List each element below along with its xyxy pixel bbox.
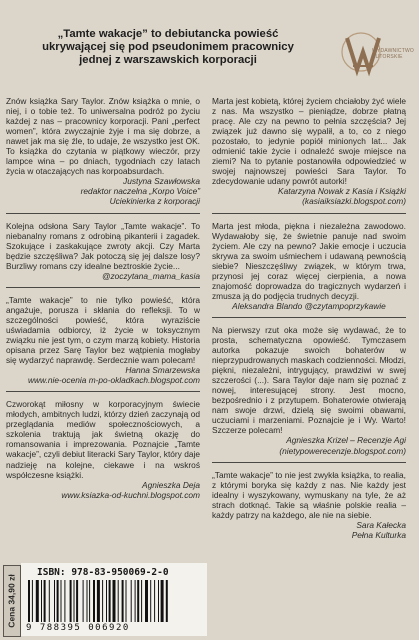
- barcode-bar: [113, 580, 116, 622]
- headline-line: „Tamte wakacje” to debiutancka powieść: [57, 28, 279, 40]
- barcode-bar: [54, 580, 55, 622]
- review-text: Na pierwszy rzut oka może się wydawać, że to prosta, schematyczna opowieść. Tymczasem autorka pokazuje swoich bohaterów w nieprzypudrowanych maskach codzienności. Młodzi, piękni, niezależni, intrygujący, prawdziwi w swej szczerości (...). Sara Taylor daje nam się poznać z nowej, interesującej strony. Jest mocno, bezpośrednio i z przytupem. Bohaterowie otwierają nam swoje drzwi, dzielą się swoimi obawami, uczuciami i marzeniami. Poznajcie je i Wy. Warto! Szczerze polecam!: [212, 324, 406, 436]
- barcode-bar: [83, 580, 84, 622]
- divider: [212, 213, 406, 214]
- review-block: [6, 295, 200, 385]
- review-signature: Justyna Szawłowska: [123, 176, 200, 187]
- review-signature: (kasiaiksiazki.blogspot.com): [302, 196, 406, 207]
- publisher-logo-text: WYDAWNICTWO AUTORSKIE: [372, 48, 415, 60]
- review-text: Znów książka Sary Taylor. Znów książka o mnie, o niej, i o tobie też. To uniwersalna podróż po życiu każdej z nas – pracownicy korporacji. Pani „perfect women”, która zwyczajnie żyje i ma się dobrze, a nawet jak ma się źle, to udaje, że wszystko jest OK. To książka do czytania w piątkowy wieczór, przy lampce wina – po dniach, tygodniach czy latach życia w otaczających nas korpoabsurdach.: [6, 96, 200, 177]
- review-signature: Pełna Kulturka: [351, 529, 406, 540]
- reviews-left-column: [6, 96, 200, 500]
- review-text: Marta jest kobietą, której życiem chciałoby żyć wiele z nas. Ma wszystko – pieniądze, dobrze płatną pracę. Ale czy na pewno to pełnia szczęścia? Jej związek już dawno się wypalił, a to, co z niego pozostało, to jedynie popiół minionych lat... Jak odmienić takie życie i odnaleźć swoje miejsce na ziemi? Na to pytanie postanowiła odpowiedzieć w swojej najnowszej powieści Sara Taylor. To zdecydowanie udany powrót autorki!: [212, 96, 406, 187]
- barcode-bar: [28, 580, 30, 622]
- review-signature: Agnieszka Deja: [142, 479, 200, 490]
- barcode-bar: [89, 580, 90, 622]
- barcode-bar: [126, 580, 127, 622]
- barcode-bar: [154, 580, 155, 622]
- isbn-label: ISBN: 978-83-950069-2-0: [37, 567, 169, 578]
- review-block: [6, 399, 200, 499]
- barcode-bar: [158, 580, 159, 622]
- review-signature: Aleksandra Blando @czytampoprzykawie: [232, 300, 386, 311]
- barcode-bar: [64, 580, 65, 622]
- price-tag: [3, 565, 21, 637]
- barcode-bar: [36, 580, 39, 622]
- barcode-bar: [122, 580, 124, 622]
- barcode-bar: [102, 580, 103, 622]
- barcode-bar: [74, 580, 75, 622]
- barcode-bar: [135, 580, 136, 622]
- review-signature: @zoczytana_mama_kasia: [102, 270, 200, 281]
- review-text: Kolejna odsłona Sary Taylor „Tamte wakacje”. To niebanalny romans z odrobiną pikanterii i zagadek. Szokujące i zaskakujące zwroty akcji. Czy Marta będzie szczęśliwa? Jak potoczą się jej dalsze losy? Burzliwy romans czy idealne beztroskie życie...: [6, 220, 200, 271]
- review-signature: Uciekinierka z korporacji: [109, 196, 200, 207]
- review-block: [212, 96, 406, 207]
- review-signature: Sara Kałecka: [356, 519, 406, 530]
- headline-line: jednej z warszawskich korporacji: [79, 54, 257, 67]
- barcode-bar: [141, 580, 142, 622]
- review-block: [212, 221, 406, 311]
- review-block: [6, 221, 200, 281]
- barcode-bar: [41, 580, 42, 622]
- review-text: Czworokąt miłosny w korporacyjnym świecie młodych, ambitnych ludzi, którzy dzień zaczynają od przeglądania mediów społecznościowych, a szkolenia traktują jak świetną okazję do romansowania i imprezowania. Poznajcie „Tamte wakacje”, czyli debiut literacki Sary Taylor, który daje nadzieję na kolejne, ciekawe i na wskroś współczesne książki.: [6, 399, 200, 480]
- barcode-bar: [109, 580, 111, 622]
- barcode-bar: [166, 580, 168, 622]
- review-text: Marta jest młoda, piękna i niezależna zawodowo. Wydawałoby się, że świetnie panuje nad swoim życiem. Ale czy na pewno? Jakie emocje i uczucia skrywa za swoim uśmiechem i udawaną pewnością siebie? Nieszczęśliwy związek, w którym trwa, przynosi jej coraz więcej cierpienia, a nowa znajomość doprowadza do tragicznych wydarzeń i zmusza ją do podjęcia trudnych decyzji.: [212, 220, 406, 301]
- barcode-bar: [87, 580, 88, 622]
- barcode-bar: [150, 580, 151, 622]
- barcode-bar: [44, 580, 46, 622]
- barcode-bar: [97, 580, 100, 622]
- barcode-bar: [118, 580, 119, 622]
- reviews-right-column: [212, 96, 406, 540]
- review-signature: www.nie-ocenia m-po-okladkach.blogspot.com: [27, 375, 200, 386]
- divider: [6, 287, 200, 288]
- review-block: [212, 325, 406, 456]
- barcode-bar: [106, 580, 107, 622]
- cover-headline: [18, 28, 318, 68]
- divider: [212, 462, 406, 463]
- price-label: Cena 34,90 zł: [6, 574, 17, 628]
- review-block: [212, 470, 406, 540]
- review-signature: www.ksiazka-od-kuchni.blogspot.com: [61, 489, 200, 500]
- review-signature: (nietypowerecenzje.blogspot.com): [279, 445, 406, 456]
- review-block: [6, 96, 200, 207]
- divider: [6, 391, 200, 392]
- review-signature: Agnieszka Krizel – Recenzje Agi: [286, 435, 406, 446]
- barcode-bar: [131, 580, 132, 622]
- divider: [6, 213, 200, 214]
- barcode-bar: [137, 580, 139, 622]
- barcode-bar: [32, 580, 33, 622]
- barcode-bar: [145, 580, 148, 622]
- barcode-bar: [161, 580, 164, 622]
- review-text: „Tamte wakacje” to nie jest zwykła książka, to realia, z którymi boryka się każdy z nas. Nie każdy jest idealny i wyszykowany, wymuskany na tyle, że aż strach dotknąć. Takie są właśnie polskie realia – każdy patrzy na każdego, ale nie na siebie.: [212, 469, 406, 520]
- divider: [212, 317, 406, 318]
- headline-line: ukrywającej się pod pseudonimem pracownicy: [42, 41, 294, 54]
- barcode-bar: [61, 580, 62, 622]
- review-signature: redaktor naczelna „Korpo Voice”: [80, 186, 200, 197]
- review-signature: Hanna Smarzewska: [125, 365, 200, 376]
- barcode-bar: [57, 580, 59, 622]
- barcode-bar: [70, 580, 72, 622]
- review-text: „Tamte wakacje” to nie tylko powieść, która angażuje, porusza i skłania do refleksji. To w szczególności powieść, która wyraziście uświadamia odbiorcy, iż życie w toksycznym związku nie jest tym, o czym marzą kobiety. Historia opisana przez Sarę Taylor bez wątpienia mogłaby się wydarzyć naprawdę. Serdecznie wam polecam!: [6, 294, 200, 366]
- barcode-bar: [93, 580, 95, 622]
- barcode-icon: [28, 580, 198, 622]
- barcode-number: 9 788395 006920: [26, 623, 130, 633]
- barcode-bar: [76, 580, 78, 622]
- barcode-bar: [49, 580, 50, 622]
- review-signature: Katarzyna Nowak z Kasia i Książki: [278, 186, 406, 197]
